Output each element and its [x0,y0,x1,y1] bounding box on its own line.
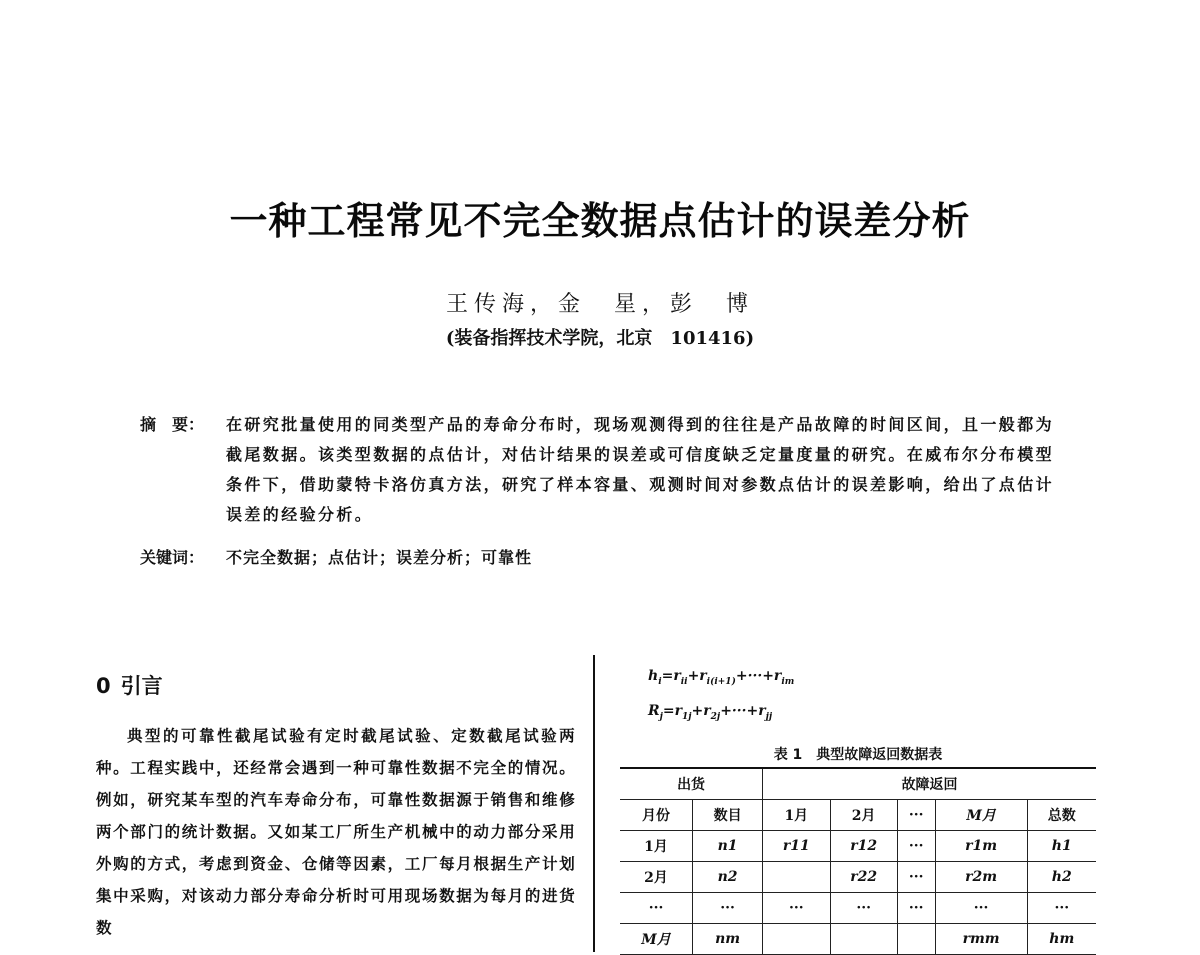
table-cell: ··· [897,862,935,893]
table-cell: ··· [1027,893,1096,924]
table-cell: n1 [693,831,763,862]
table-cell [897,924,935,955]
formula-r: $R_j=r_{1j}+r_{2j}+\cdot\cdot\cdot+r_{jj}$ [648,703,773,722]
table-cell: h1 [1027,831,1096,862]
table-group-header [620,768,1096,800]
keywords [140,545,532,568]
col-header: 1月 [763,800,830,831]
col-header: 总数 [1027,800,1096,831]
table-cell: r2m [935,862,1027,893]
table-cell [763,924,830,955]
abstract-label: 摘 要： [140,415,205,434]
column-divider [593,655,595,952]
keywords-label: 关键词： [140,548,205,567]
group-header-failure-return: 故障返回 [763,768,1096,800]
group-header-shipment: 出货 [620,768,763,800]
table-cell: ··· [763,893,830,924]
table-cell: M月 [620,924,693,955]
abstract-text: 在研究批量使用的同类型产品的寿命分布时，现场观测得到的往往是产品故障的时间区间，且一般都为截尾数据。该类型数据的点估计，对估计结果的误差或可信度缺乏定量度量的研究。在威布尔分布模型条件下，借助蒙特卡洛仿真方法，研究了样本容量、观测时间对参数点估计的误差影响，给出了点估计误差的经验分析。 [226,415,1055,524]
col-header: 2月 [830,800,897,831]
table-cell: r1m [935,831,1027,862]
table-cell: ··· [830,893,897,924]
table-cell: h2 [1027,862,1096,893]
table-row [620,831,1096,862]
formula-h: $h_i=r_{ii}+r_{i(i+1)}+\cdot\cdot\cdot+r_{im}$ [648,668,795,687]
table-cell: 2月 [620,862,693,893]
data-table [620,767,1096,955]
paragraph: 典型的可靠性截尾试验有定时截尾试验、定数截尾试验两种。工程实践中，还经常会遇到一种可靠性数据不完全的情况。例如，研究某车型的汽车寿命分布，可靠性数据源于销售和维修两个部门的统计数据。又如某工厂所生产机械中的动力部分采用外购的方式，考虑到资金、仓储等因素，工厂每月根据生产计划集中采购，对该动力部分寿命分析时可用现场数据为每月的进货数 [96,726,576,937]
col-header: ··· [897,800,935,831]
table-cell: r12 [830,831,897,862]
keywords-text: 不完全数据；点估计；误差分析；可靠性 [226,548,533,567]
table-row [620,924,1096,955]
section-number: 0 [96,674,111,698]
section-body [96,720,576,944]
paper-title: 一种工程常见不完全数据点估计的误差分析 [229,199,971,243]
col-header: M月 [935,800,1027,831]
table-cell: 1月 [620,831,693,862]
table-row [620,862,1096,893]
table-cell: ··· [620,893,693,924]
table-cell: r22 [830,862,897,893]
paper-authors: 王传海，金 星，彭 博 [445,292,754,317]
table-cell: ··· [897,893,935,924]
paper-affiliation: (装备指挥技术学院，北京 101416) [445,328,755,349]
table-row [620,893,1096,924]
section-title: 引言 [120,674,163,698]
table-caption: 表 1 典型故障返回数据表 [773,747,943,763]
table-cell [830,924,897,955]
table-cell: ··· [897,831,935,862]
table-cell: nm [693,924,763,955]
abstract [140,410,1070,530]
col-header: 月份 [620,800,693,831]
table-cell: ··· [935,893,1027,924]
table-column-header [620,800,1096,831]
table-cell: ··· [693,893,763,924]
table-cell: r11 [763,831,830,862]
section-heading [96,670,163,700]
table-cell [763,862,830,893]
col-header: 数目 [693,800,763,831]
table-cell: n2 [693,862,763,893]
table-cell: rmm [935,924,1027,955]
table-cell: hm [1027,924,1096,955]
